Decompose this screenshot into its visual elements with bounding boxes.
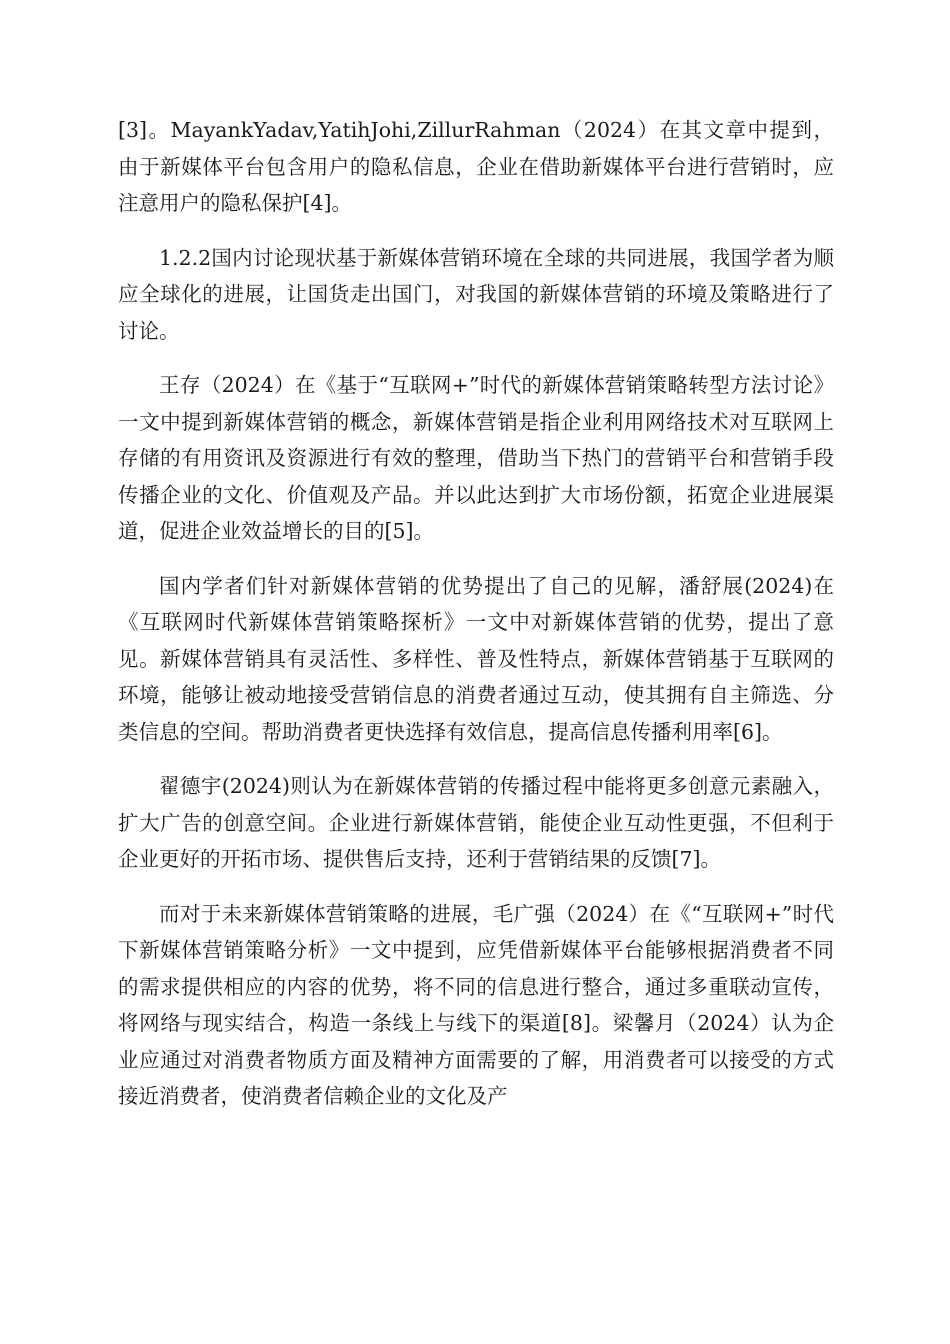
- paragraph-wang-cun: 王存（2024）在《基于“互联网+”时代的新媒体营销策略转型方法讨论》一文中提到新媒体营销的概念，新媒体营销是指企业利用网络技术对互联网上存储的有用资讯及资源进行有效的整理，借助当下热门的营销平台和营销手段传播企业的文化、价值观及产品。并以此达到扩大市场份额，拓宽企业进展渠道，促进企业效益增长的目的[5]。: [118, 373, 834, 543]
- paragraph-mao-guangqiang: 而对于未来新媒体营销策略的进展，毛广强（2024）在《“互联网+”时代下新媒体营销策略分析》一文中提到，应凭借新媒体平台能够根据消费者不同的需求提供相应的内容的优势，将不同的信息进行整合，通过多重联动宣传，将网络与现实结合，构造一条线上与线下的渠道[8]。梁馨月（2024）认为企业应通过对消费者物质方面及精神方面需要的了解，用消费者可以接受的方式接近消费者，使消费者信赖企业的文化及产: [118, 901, 834, 1108]
- paragraph-continuation: [3]。MayankYadav,YatihJohi,ZillurRahman（2024）在其文章中提到，由于新媒体平台包含用户的隐私信息，企业在借助新媒体平台进行营销时，应注意用户的隐私保护[4]。: [118, 118, 834, 215]
- document-page: [118, 112, 834, 1133]
- paragraph-domestic-status: 1.2.2国内讨论现状基于新媒体营销环境在全球的共同进展，我国学者为顺应全球化的进展，让国货走出国门，对我国的新媒体营销的环境及策略进行了讨论。: [118, 245, 834, 343]
- paragraph-zhai-deyu: 翟德宇(2024)则认为在新媒体营销的传播过程中能将更多创意元素融入，扩大广告的创意空间。企业进行新媒体营销，能使企业互动性更强，不但利于企业更好的开拓市场、提供售后支持，还利于营销结果的反馈[7]。: [118, 774, 834, 871]
- paragraph-pan-shuzhan: 国内学者们针对新媒体营销的优势提出了自己的见解，潘舒展(2024)在《互联网时代新媒体营销策略探析》一文中对新媒体营销的优势，提出了意见。新媒体营销具有灵活性、多样性、普及性特点，新媒体营销基于互联网的环境，能够让被动地接受营销信息的消费者通过互动，使其拥有自主筛选、分类信息的空间。帮助消费者更快选择有效信息，提高信息传播利用率[6]。: [118, 573, 834, 744]
